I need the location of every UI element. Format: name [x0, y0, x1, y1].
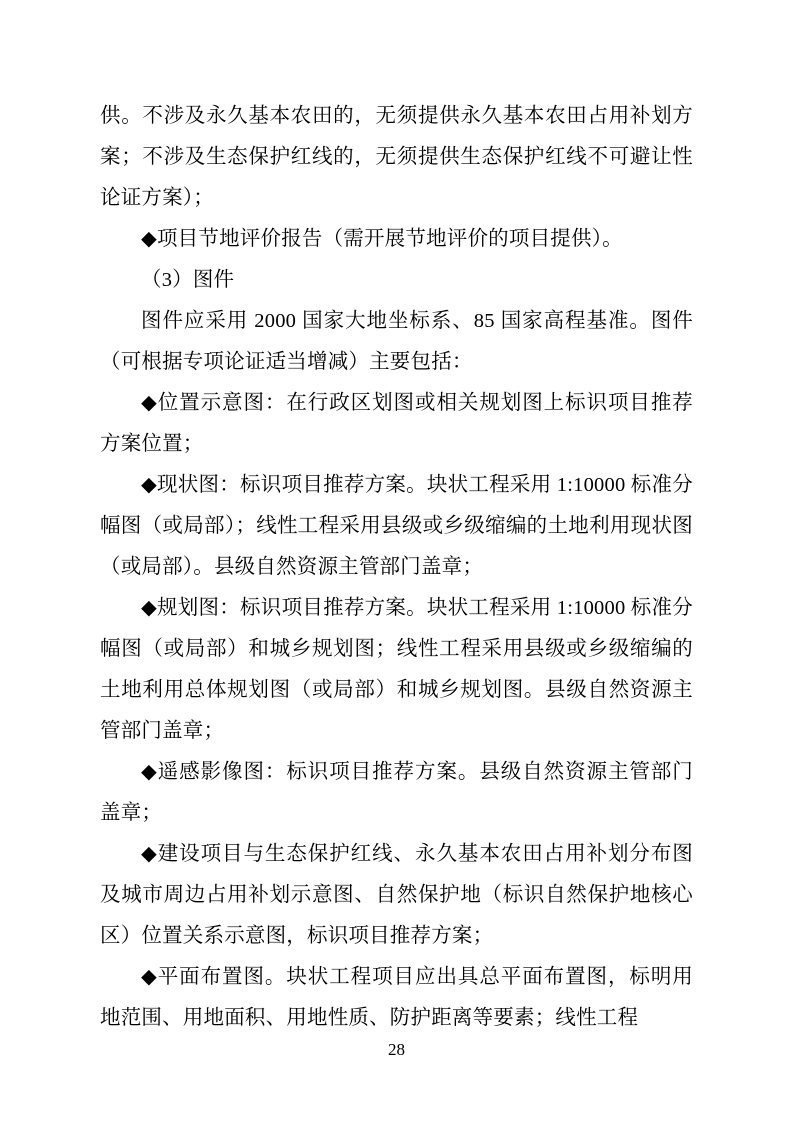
- paragraph-2: ◆项目节地评价报告（需开展节地评价的项目提供）。: [141, 228, 623, 250]
- paragraph-4: 图件应采用 2000 国家大地坐标系、85 国家高程基准。图件（可根据专项论证适当增减）主要包括：: [100, 310, 693, 373]
- paragraph-3: （3）图件: [141, 269, 235, 291]
- document-body: [100, 96, 693, 1039]
- paragraph-9: ◆建设项目与生态保护红线、永久基本农田占用补划分布图及城市周边占用补划示意图、自然保护地（标识自然保护地核心区）位置关系示意图，标识项目推荐方案；: [100, 843, 693, 947]
- page-number: 28: [388, 1040, 405, 1059]
- paragraph-1: 供。不涉及永久基本农田的，无须提供永久基本农田占用补划方案；不涉及生态保护红线的，无须提供生态保护红线不可避让性论证方案）；: [100, 105, 693, 209]
- paragraph-10: ◆平面布置图。块状工程项目应出具总平面布置图，标明用地范围、用地面积、用地性质、防护距离等要素；线性工程: [100, 966, 693, 1029]
- paragraph-7: ◆规划图：标识项目推荐方案。块状工程采用 1:10000 标准分幅图（或局部）和城乡规划图；线性工程采用县级或乡级缩编的土地利用总体规划图（或局部）和城乡规划图。县级自然资源主管部门盖章；: [100, 597, 693, 742]
- paragraph-8: ◆遥感影像图：标识项目推荐方案。县级自然资源主管部门盖章；: [100, 761, 693, 824]
- paragraph-6: ◆现状图：标识项目推荐方案。块状工程采用 1:10000 标准分幅图（或局部）；线性工程采用县级或乡级缩编的土地利用现状图（或局部）。县级自然资源主管部门盖章；: [100, 474, 693, 578]
- paragraph-5: ◆位置示意图：在行政区划图或相关规划图上标识项目推荐方案位置；: [100, 392, 693, 455]
